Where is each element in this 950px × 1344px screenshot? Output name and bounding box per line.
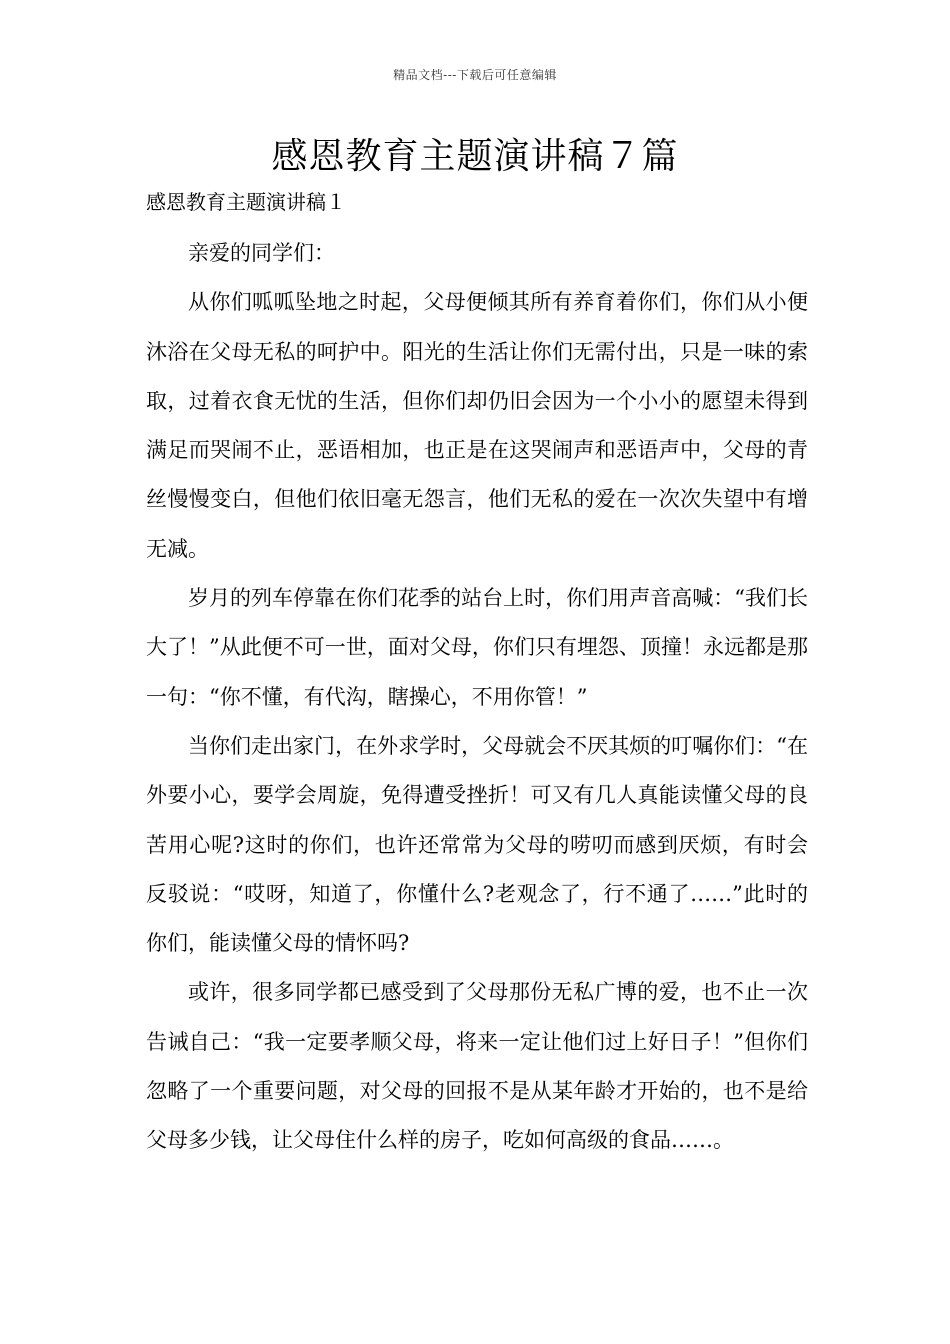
document-body — [146, 229, 808, 1166]
paragraph: 岁月的列车停靠在你们花季的站台上时，你们用声音高喊：“我们长大了！”从此便不可一世，面对父母，你们只有埋怨、顶撞！永远都是那一句：“你不懂，有代沟，瞎操心，不用你管！” — [146, 586, 808, 709]
paragraph: 当你们走出家门，在外求学时，父母就会不厌其烦的叮嘱你们：“在外要小心，要学会周旋，免得遭受挫折！可又有几人真能读懂父母的良苦用心呢?这时的你们，也许还常常为父母的唠叨而感到厌烦，有时会反驳说：“哎呀，知道了，你懂什么?老观念了，行不通了……”此时的你们，能读懂父母的情怀吗? — [146, 733, 808, 956]
page-header: 精品文档---下载后可任意编辑 — [393, 68, 557, 82]
section-title: 感恩教育主题演讲稿１ — [146, 190, 346, 214]
paragraph: 或许，很多同学都已感受到了父母那份无私广博的爱，也不止一次告诫自己：“我一定要孝顺父母，将来一定让他们过上好日子！”但你们忽略了一个重要问题，对父母的回报不是从某年龄才开始的，也不是给父母多少钱，让父母住什么样的房子，吃如何高级的食品……。 — [146, 980, 808, 1153]
paragraph: 从你们呱呱坠地之时起，父母便倾其所有养育着你们，你们从小便沐浴在父母无私的呵护中。阳光的生活让你们无需付出，只是一味的索取，过着衣食无忧的生活，但你们却仍旧会因为一个小小的愿望未得到满足而哭闹不止，恶语相加，也正是在这哭闹声和恶语声中，父母的青丝慢慢变白，但他们依旧毫无怨言，他们无私的爱在一次次失望中有增无减。 — [146, 290, 808, 561]
paragraph-greeting: 亲爱的同学们： — [188, 241, 335, 265]
document-title: 感恩教育主题演讲稿７篇 — [271, 136, 679, 177]
